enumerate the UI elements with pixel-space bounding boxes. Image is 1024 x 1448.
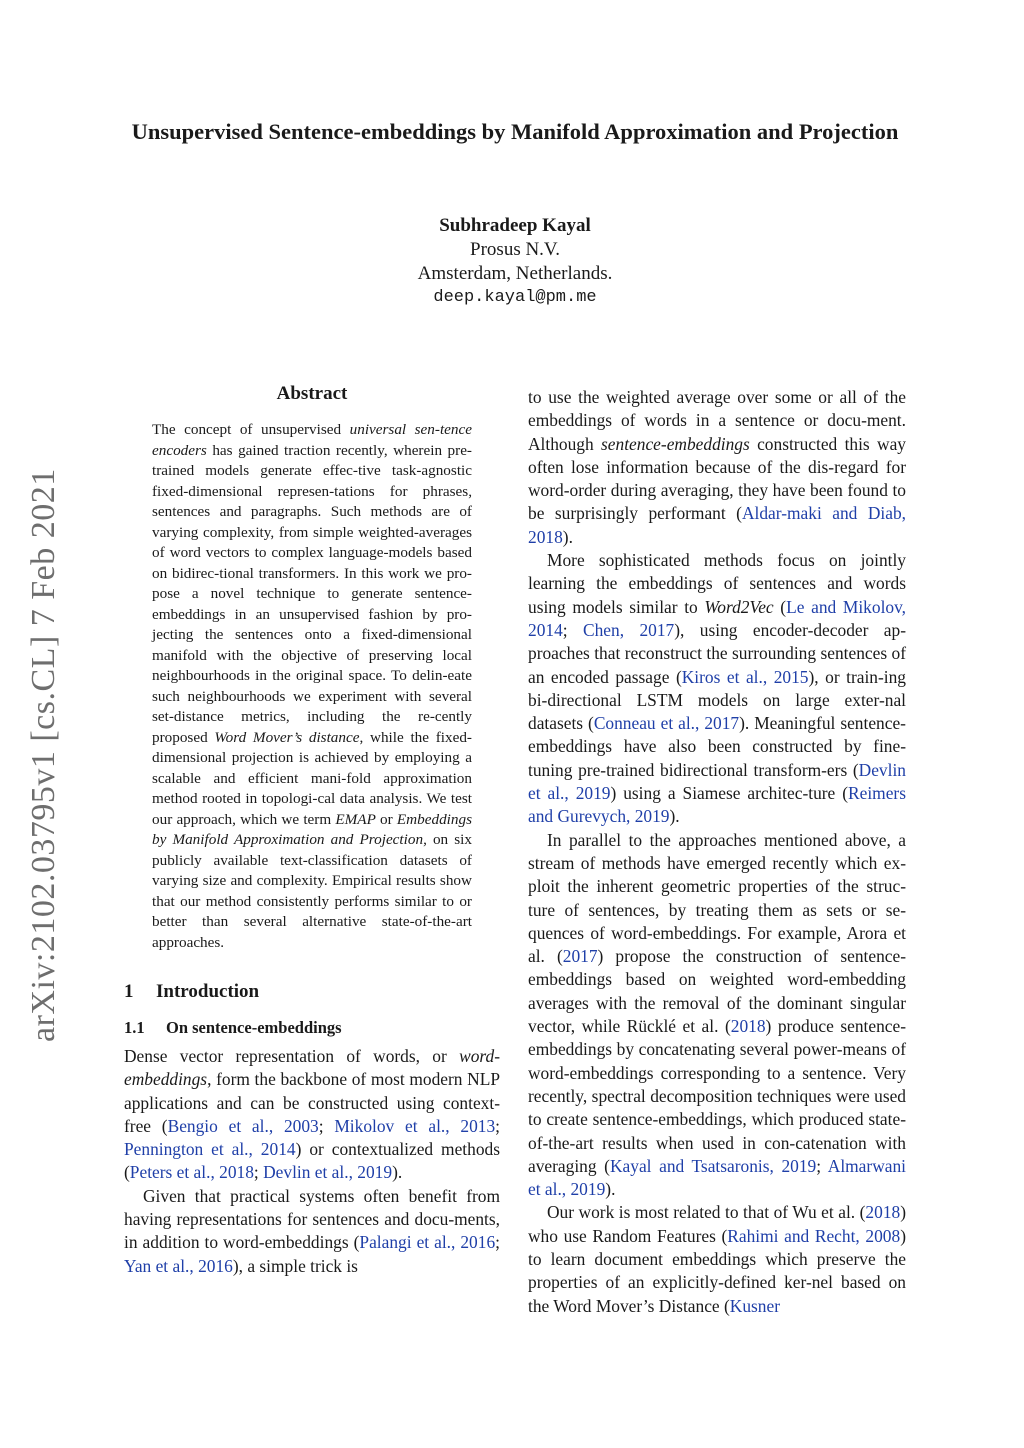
paragraph-related-work: Our work is most related to that of Wu et al. (2018) who use Random Features (Rahimi and Recht, 2008) to learn document embeddings which preserve the properties of an explicitly-defined ker-nel based on the Word Mover’s Distance (Kusner [528, 1202, 906, 1316]
citation-link[interactable]: Devlin et al., 2019 [528, 759, 906, 804]
citation-link[interactable]: Bengio et al., 2003 [167, 1115, 319, 1136]
citation-link[interactable]: Chen, 2017 [583, 619, 675, 640]
citation-link[interactable]: Yan et al., 2016 [124, 1255, 233, 1276]
citation-link[interactable]: Palangi et al., 2016 [359, 1232, 496, 1253]
citation-link[interactable]: 2018 [865, 1202, 901, 1223]
citation-link[interactable]: Devlin et al., 2019 [263, 1162, 393, 1183]
citation-link[interactable]: Aldar-maki and Diab, 2018 [528, 503, 906, 547]
left-column [124, 382, 500, 1278]
citation-link[interactable]: Rahimi and Recht, 2008 [727, 1225, 901, 1246]
paragraph-geometric-methods: In parallel to the approaches mentioned above, a stream of methods have emerged recently which ex-ploit the inherent geometric properties of the struc-ture of sentences, by treating them as sets or se-quences of word-embeddings. For example, Arora et al. (2017) propose the construction of sentence-embeddings based on weighted word-embedding averages with the removal of the dominant singular vector, while Rücklé et al. (2018) produce sentence-embeddings by concatenating several power-means of word-embeddings corresponding to a sentence. Very recently, spectral decomposition techniques were used to create sentence-embeddings, which produced state-of-the-art results when used in con-catenation with averaging (Kayal and Tsatsaronis, 2019; Almarwani et al., 2019). [528, 829, 906, 1200]
section-heading-introduction [124, 979, 500, 1005]
paragraph-word-embeddings: Dense vector representation of words, or word-embeddings, form the backbone of most modern NLP applications and can be constructed using context-free (Bengio et al., 2003; Mikolov et al., 2013; Pennington et al., 2014) or contextualized methods (Peters et al., 2018; Devlin et al., 2019). [124, 1046, 500, 1183]
author-location: Amsterdam, Netherlands. [417, 263, 613, 284]
author-block [300, 214, 730, 310]
arxiv-identifier: arXiv:2102.03795v1 [cs.CL] 7 Feb 2021 [25, 468, 62, 1042]
citation-link[interactable]: Peters et al., 2018 [129, 1162, 254, 1183]
section-number: 1 [124, 981, 134, 1002]
abstract-heading: Abstract [276, 383, 348, 404]
abstract-text: The concept of unsupervised universal sen-tence encoders has gained traction recently, wherein pre-trained models generate effec-tive task-agnostic fixed-dimensional represen-tations for phrases, sentences and paragraphs. Such methods are of varying complexity, from simple weighted-averages of word vectors to complex language-models based on bidirec-tional transformers. In this work we pro-pose a novel technique to generate sentence-embeddings in an unsupervised fashion by pro-jecting the sentences onto a fixed-dimensional manifold with the objective of preserving local neighbourhoods in the original space. To delin-eate such neighbourhoods we experiment with several set-distance metrics, including the re-cently proposed Word Mover’s distance, while the fixed-dimensional projection is achieved by employing a scalable and efficient mani-fold approximation method rooted in topologi-cal data analysis. We test our approach, which we term EMAP or Embeddings by Manifold Approximation and Projection, on six publicly available text-classification datasets of varying size and complexity. Empirical results show that our method consistently performs similar to or better than several alternative state-of-the-art approaches. [152, 421, 472, 951]
author-name: Subhradeep Kayal [439, 215, 591, 236]
paragraph-sentence-representations: Given that practical systems often benefit from having representations for sentences and docu-ments, in addition to word-embeddings (Palangi et al., 2016; Yan et al., 2016), a simple trick is [124, 1185, 500, 1276]
subsection-title: On sentence-embeddings [166, 1018, 342, 1037]
subsection-number: 1.1 [124, 1018, 145, 1037]
paper-title: Unsupervised Sentence-embeddings by Manifold Approximation and Projection [131, 119, 899, 144]
paragraph-weighted-average: to use the weighted average over some or all of the embeddings of words in a sentence or docu-ment. Although sentence-embeddings constructed this way often lose information because of the dis-regard for word-order during averaging, they have been found to be surprisingly performant (Aldar-maki and Diab, 2018). [528, 387, 906, 547]
citation-link[interactable]: Kayal and Tsatsaronis, 2019 [609, 1155, 817, 1176]
citation-link[interactable]: Conneau et al., 2017 [593, 713, 740, 734]
citation-link[interactable]: Kiros et al., 2015 [681, 666, 809, 687]
author-affiliation: Prosus N.V. [470, 239, 560, 260]
citation-link[interactable]: Le and Mikolov, 2014 [528, 596, 907, 640]
citation-link[interactable]: Pennington et al., 2014 [124, 1139, 296, 1160]
paragraph-sophisticated-methods: More sophisticated methods focus on jointly learning the embeddings of sentences and words using models similar to Word2Vec (Le and Mikolov, 2014; Chen, 2017), using encoder-decoder ap-proaches that reconstruct the surrounding sentences of an encoded passage (Kiros et al., 2015), or train-ing bi-directional LSTM models on large exter-nal datasets (Conneau et al., 2017). Meaningful sentence-embeddings have also been constructed by fine-tuning pre-trained bidirectional transform-ers (Devlin et al., 2019) using a Siamese architec-ture (Reimers and Gurevych, 2019). [528, 550, 907, 827]
citation-link[interactable]: Mikolov et al., 2013 [334, 1115, 496, 1136]
citation-link[interactable]: 2017 [562, 946, 598, 967]
citation-link[interactable]: Almarwani et al., 2019 [528, 1155, 906, 1200]
subsection-heading-sentence-embeddings [124, 1017, 500, 1039]
section-title: Introduction [156, 981, 260, 1002]
citation-link[interactable]: Reimers and Gurevych, 2019 [528, 783, 906, 827]
right-column [528, 386, 906, 1318]
citation-link[interactable]: Kusner [729, 1295, 781, 1316]
author-email[interactable]: deep.kayal@pm.me [433, 288, 597, 307]
citation-link[interactable]: 2018 [730, 1016, 766, 1037]
